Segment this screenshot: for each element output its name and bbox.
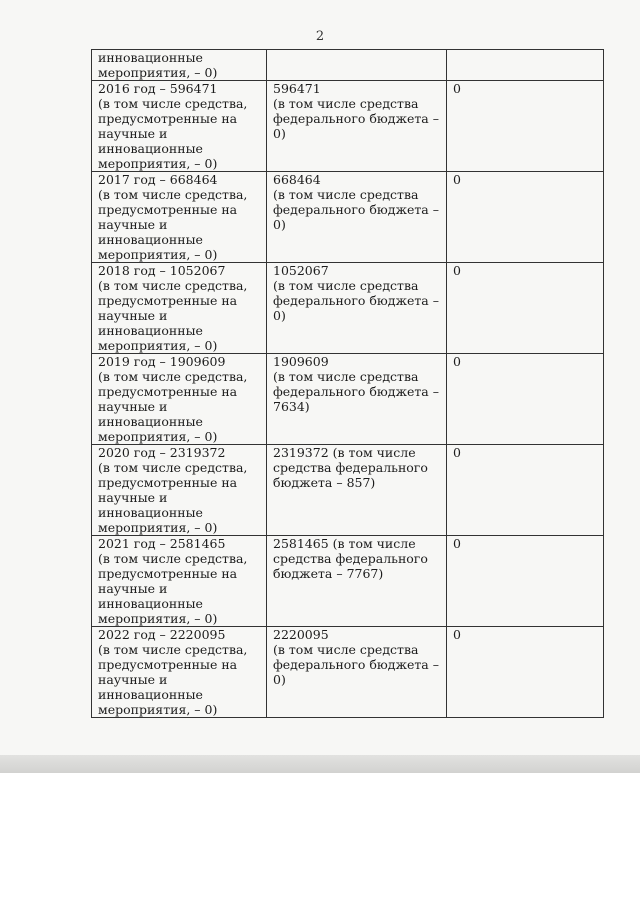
table-row: [92, 50, 604, 81]
cell-text-line: (в том числе средства: [273, 642, 419, 657]
cell-text-line: инновационные: [98, 505, 203, 520]
total-cell: [267, 172, 447, 263]
cell-text-line: федерального бюджета –: [273, 293, 439, 308]
cell-text-line: предусмотренные на: [98, 111, 238, 126]
cell-text-line: федерального бюджета –: [273, 657, 439, 672]
cell-text-line: средства федерального: [273, 460, 428, 475]
cell-text-line: научные и: [98, 126, 168, 141]
cell-text-line: 0: [453, 445, 461, 460]
cell-text-line: (в том числе средства,: [98, 551, 248, 566]
cell-text-line: федерального бюджета –: [273, 111, 439, 126]
funding-table: [91, 49, 604, 718]
cell-text-line: 0: [453, 536, 461, 551]
cell-text-line: мероприятия, – 0): [98, 702, 218, 717]
cell-text-line: инновационные: [98, 687, 203, 702]
cell-text-line: 0: [453, 81, 461, 96]
cell-text-line: средства федерального: [273, 551, 428, 566]
cell-text-line: 2021 год – 2581465: [98, 536, 226, 551]
cell-text-line: (в том числе средства,: [98, 278, 248, 293]
cell-text-line: научные и: [98, 581, 168, 596]
table-row: [92, 172, 604, 263]
other-cell: [447, 263, 604, 354]
total-cell: [267, 81, 447, 172]
cell-text-line: 0): [273, 217, 286, 232]
total-cell: [267, 627, 447, 718]
cell-text-line: бюджета – 7767): [273, 566, 384, 581]
cell-text-line: инновационные: [98, 596, 203, 611]
cell-text-line: мероприятия, – 0): [98, 429, 218, 444]
cell-text-line: (в том числе средства: [273, 96, 419, 111]
total-cell: [267, 263, 447, 354]
other-cell: [447, 81, 604, 172]
cell-text-line: 0): [273, 308, 286, 323]
table-row: [92, 354, 604, 445]
total-cell: [267, 536, 447, 627]
cell-text-line: (в том числе средства,: [98, 369, 248, 384]
cell-text-line: инновационные: [98, 414, 203, 429]
cell-text-line: (в том числе средства,: [98, 642, 248, 657]
cell-text-line: 2022 год – 2220095: [98, 627, 226, 642]
other-cell: [447, 50, 604, 81]
cell-text-line: 0: [453, 172, 461, 187]
cell-text-line: 1909609: [273, 354, 329, 369]
cell-text-line: мероприятия, – 0): [98, 338, 218, 353]
cell-text-line: научные и: [98, 672, 168, 687]
cell-text-line: инновационные: [98, 323, 203, 338]
cell-text-line: 596471: [273, 81, 321, 96]
period-cell: [92, 354, 267, 445]
period-cell: [92, 445, 267, 536]
cell-text-line: 2581465 (в том числе: [273, 536, 416, 551]
cell-text-line: (в том числе средства: [273, 369, 419, 384]
cell-text-line: мероприятия, – 0): [98, 156, 218, 171]
cell-text-line: предусмотренные на: [98, 202, 238, 217]
cell-text-line: предусмотренные на: [98, 475, 238, 490]
cell-text-line: 0): [273, 672, 286, 687]
cell-text-line: 668464: [273, 172, 321, 187]
cell-text-line: 1052067: [273, 263, 329, 278]
cell-text-line: 0: [453, 627, 461, 642]
cell-text-line: (в том числе средства,: [98, 187, 248, 202]
cell-text-line: предусмотренные на: [98, 293, 238, 308]
cell-text-line: 7634): [273, 399, 310, 414]
cell-text-line: инновационные: [98, 141, 203, 156]
table-row: [92, 445, 604, 536]
cell-text-line: предусмотренные на: [98, 384, 238, 399]
funding-table-body: [92, 50, 604, 718]
period-cell: [92, 536, 267, 627]
cell-text-line: предусмотренные на: [98, 657, 238, 672]
cell-text-line: 0: [453, 263, 461, 278]
cell-text-line: 0: [453, 354, 461, 369]
cell-text-line: мероприятия, – 0): [98, 247, 218, 262]
cell-text-line: (в том числе средства,: [98, 96, 248, 111]
period-cell: [92, 81, 267, 172]
cell-text-line: мероприятия, – 0): [98, 520, 218, 535]
cell-text-line: федерального бюджета –: [273, 384, 439, 399]
sheet-edge-shadow: [0, 755, 640, 773]
cell-text-line: научные и: [98, 490, 168, 505]
cell-text-line: научные и: [98, 217, 168, 232]
other-cell: [447, 354, 604, 445]
cell-text-line: 2016 год – 596471: [98, 81, 218, 96]
other-cell: [447, 172, 604, 263]
cell-text-line: 2020 год – 2319372: [98, 445, 226, 460]
other-cell: [447, 445, 604, 536]
cell-text-line: 2220095: [273, 627, 329, 642]
cell-text-line: 2018 год – 1052067: [98, 263, 226, 278]
cell-text-line: 2319372 (в том числе: [273, 445, 416, 460]
cell-text-line: (в том числе средства: [273, 278, 419, 293]
total-cell: [267, 445, 447, 536]
period-cell: [92, 627, 267, 718]
table-row: [92, 263, 604, 354]
period-cell: [92, 263, 267, 354]
cell-text-line: (в том числе средства: [273, 187, 419, 202]
table-row: [92, 536, 604, 627]
other-cell: [447, 536, 604, 627]
cell-text-line: 2019 год – 1909609: [98, 354, 226, 369]
cell-text-line: мероприятия, – 0): [98, 65, 218, 80]
table-row: [92, 81, 604, 172]
page-number: 2: [315, 29, 325, 44]
cell-text-line: 0): [273, 126, 286, 141]
cell-text-line: предусмотренные на: [98, 566, 238, 581]
cell-text-line: научные и: [98, 308, 168, 323]
other-cell: [447, 627, 604, 718]
total-cell: [267, 50, 447, 81]
cell-text-line: бюджета – 857): [273, 475, 376, 490]
cell-text-line: инновационные: [98, 50, 203, 65]
table-row: [92, 627, 604, 718]
period-cell: [92, 172, 267, 263]
cell-text-line: научные и: [98, 399, 168, 414]
cell-text-line: федерального бюджета –: [273, 202, 439, 217]
cell-text-line: (в том числе средства,: [98, 460, 248, 475]
total-cell: [267, 354, 447, 445]
cell-text-line: мероприятия, – 0): [98, 611, 218, 626]
period-cell: [92, 50, 267, 81]
cell-text-line: 2017 год – 668464: [98, 172, 218, 187]
cell-text-line: инновационные: [98, 232, 203, 247]
